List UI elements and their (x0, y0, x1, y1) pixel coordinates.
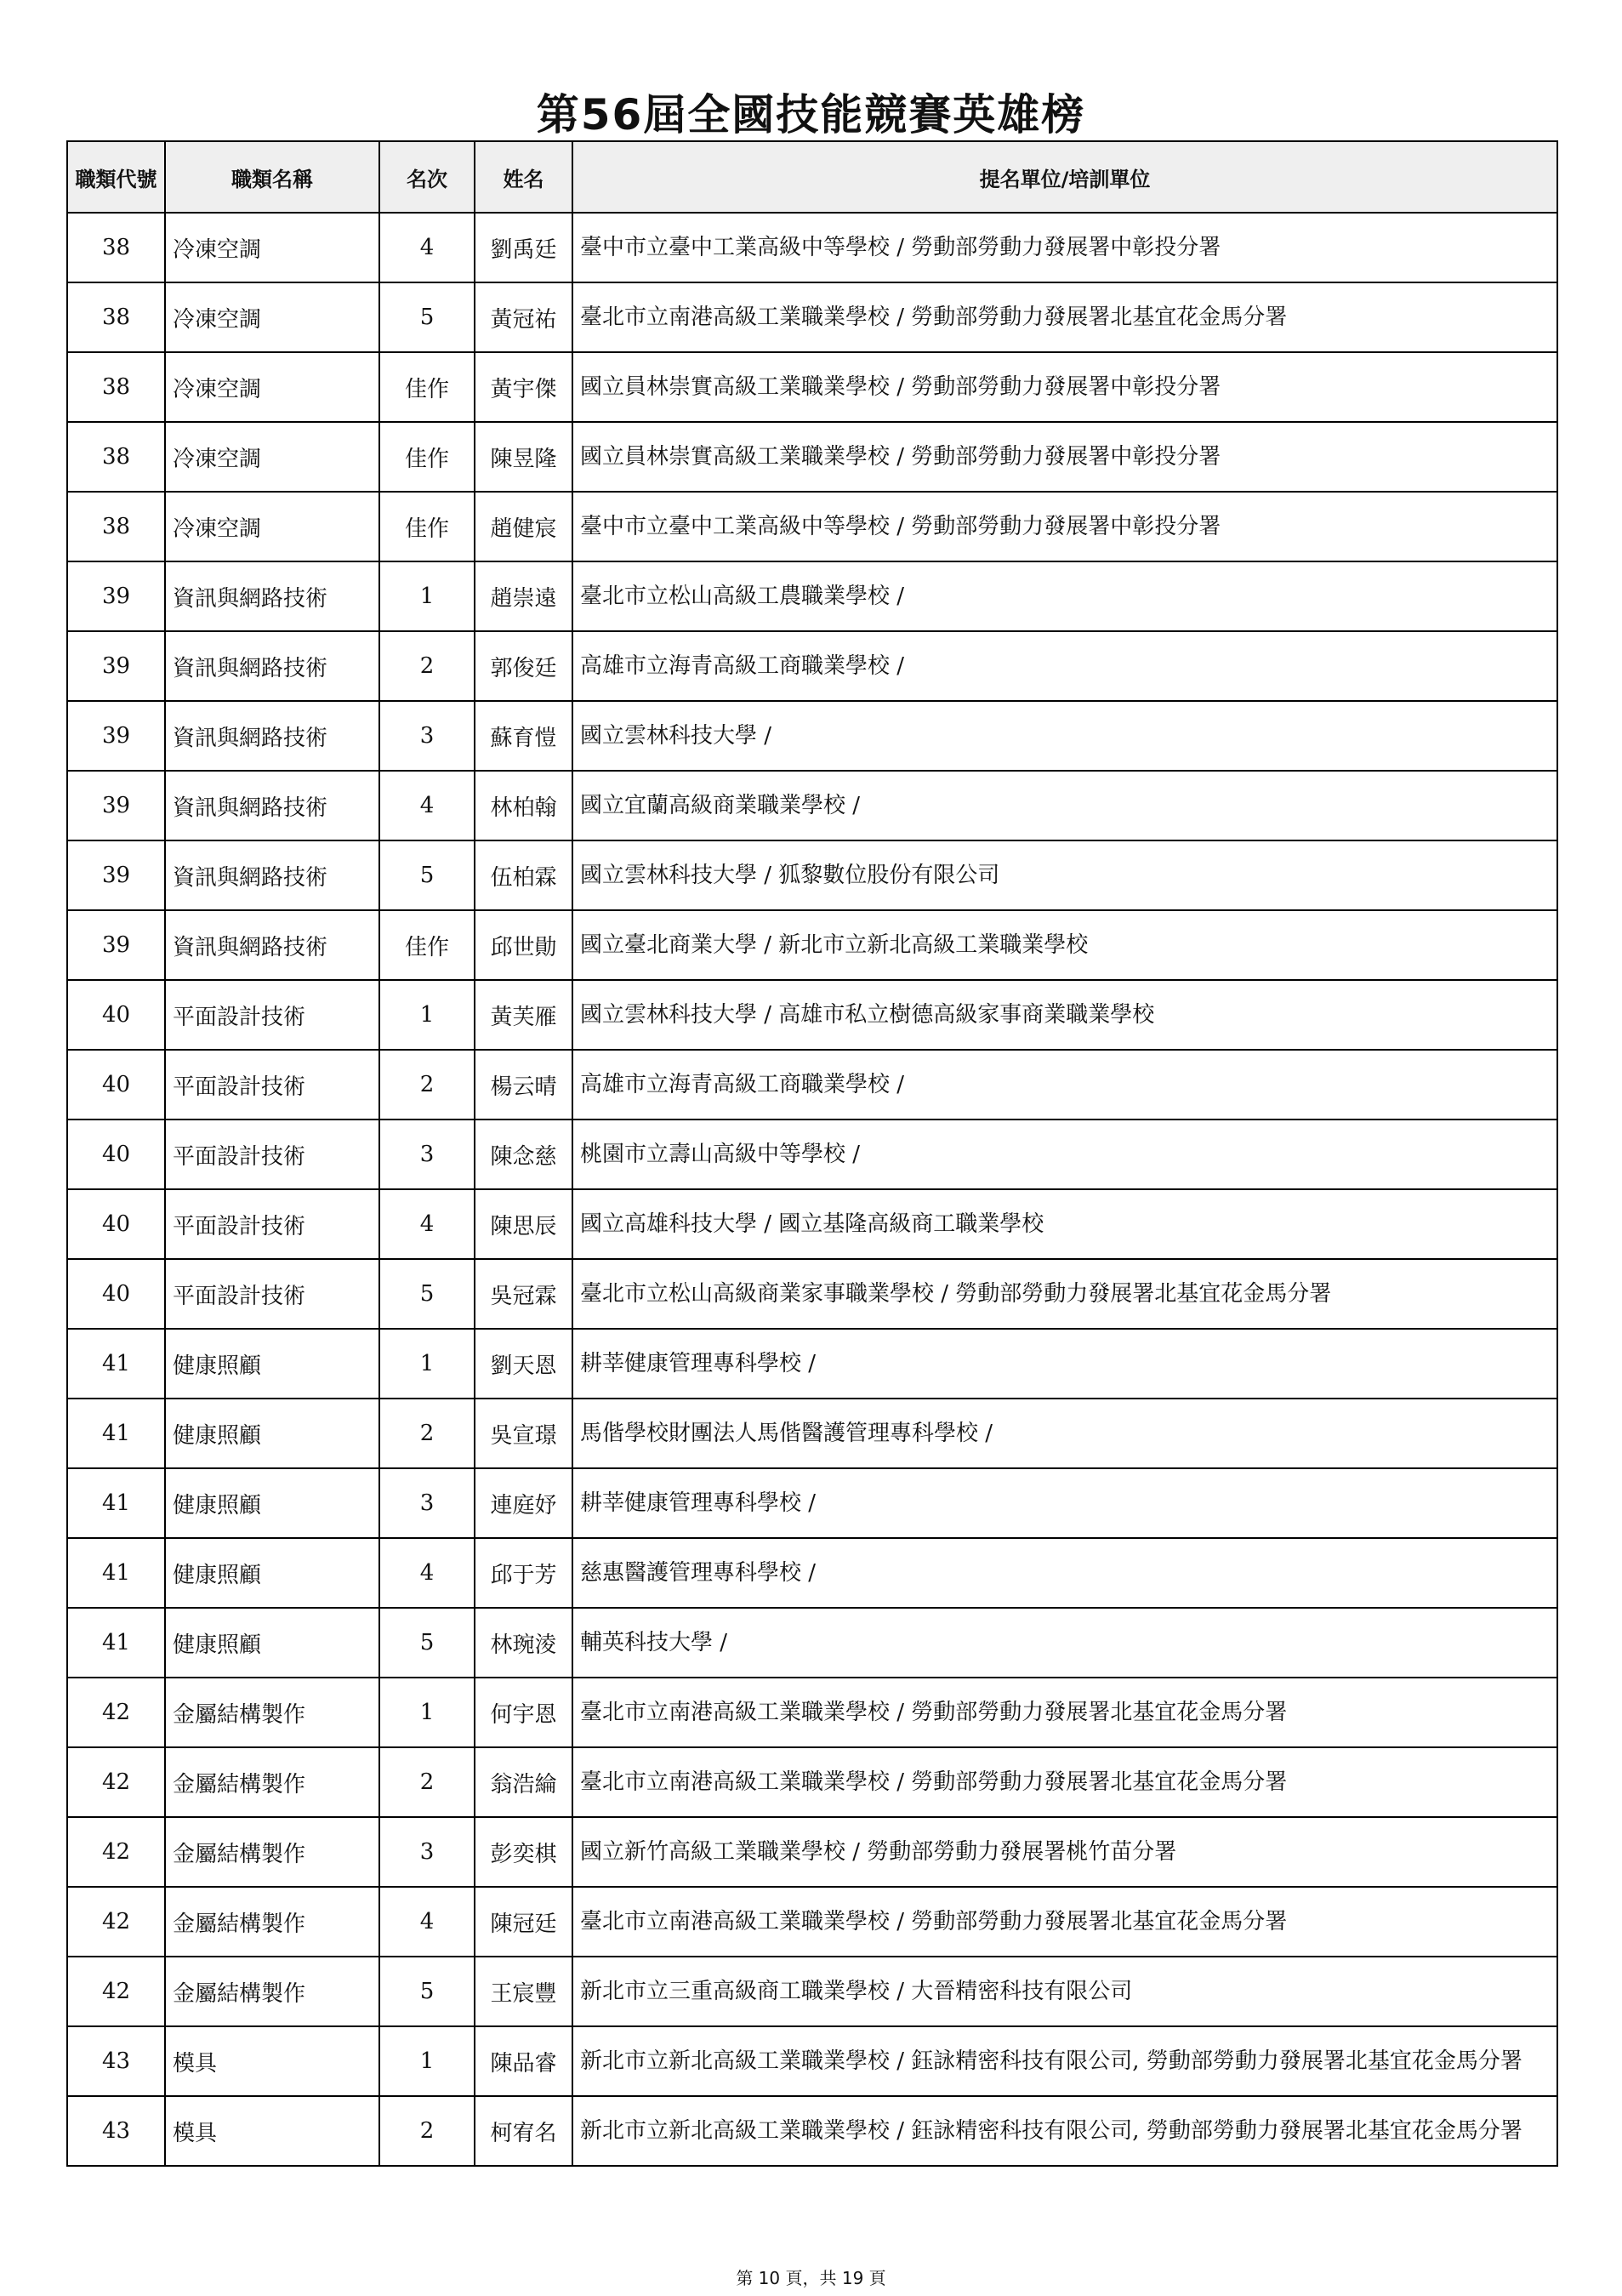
cell-unit: 馬偕學校財團法人馬偕醫護管理專科學校 / (572, 1399, 1557, 1468)
cell-code: 39 (67, 561, 165, 631)
cell-unit: 桃園市立壽山高級中等學校 / (572, 1120, 1557, 1189)
cell-code: 42 (67, 1747, 165, 1817)
cell-rank: 佳作 (379, 492, 475, 561)
cell-rank: 5 (379, 1259, 475, 1329)
cell-name: 柯宥名 (475, 2096, 572, 2166)
cell-unit: 國立高雄科技大學 / 國立基隆高級商工職業學校 (572, 1189, 1557, 1259)
header-code: 職類代號 (67, 141, 165, 213)
cell-rank: 2 (379, 1050, 475, 1120)
cell-rank: 2 (379, 1747, 475, 1817)
cell-name: 林柏翰 (475, 771, 572, 840)
cell-unit: 臺北市立南港高級工業職業學校 / 勞動部勞動力發展署北基宜花金馬分署 (572, 1678, 1557, 1747)
header-rank: 名次 (379, 141, 475, 213)
cell-name: 陳念慈 (475, 1120, 572, 1189)
cell-name: 郭俊廷 (475, 631, 572, 701)
cell-unit: 臺中市立臺中工業高級中等學校 / 勞動部勞動力發展署中彰投分署 (572, 213, 1557, 282)
cell-code: 38 (67, 422, 165, 492)
cell-rank: 1 (379, 1329, 475, 1399)
page-title: 第56屆全國技能競賽英雄榜 (536, 90, 1086, 140)
cell-skill: 健康照顧 (165, 1608, 379, 1678)
cell-skill: 模具 (165, 2026, 379, 2096)
cell-rank: 佳作 (379, 352, 475, 422)
table-row (67, 701, 1557, 771)
cell-code: 41 (67, 1329, 165, 1399)
cell-skill: 平面設計技術 (165, 1259, 379, 1329)
cell-code: 39 (67, 910, 165, 980)
cell-code: 38 (67, 282, 165, 352)
cell-unit: 國立臺北商業大學 / 新北市立新北高級工業職業學校 (572, 910, 1557, 980)
page-footer: 第 10 頁，共 19 頁 (736, 2268, 886, 2288)
table-body (67, 213, 1557, 2166)
cell-code: 41 (67, 1468, 165, 1538)
cell-unit: 國立員林崇實高級工業職業學校 / 勞動部勞動力發展署中彰投分署 (572, 352, 1557, 422)
cell-rank: 4 (379, 1189, 475, 1259)
cell-unit: 國立宜蘭高級商業職業學校 / (572, 771, 1557, 840)
cell-code: 40 (67, 1189, 165, 1259)
cell-code: 41 (67, 1399, 165, 1468)
results-table (66, 140, 1558, 2167)
table-row (67, 1538, 1557, 1608)
cell-code: 43 (67, 2096, 165, 2166)
cell-unit: 臺北市立南港高級工業職業學校 / 勞動部勞動力發展署北基宜花金馬分署 (572, 1887, 1557, 1957)
cell-skill: 資訊與網路技術 (165, 561, 379, 631)
table-row (67, 1678, 1557, 1747)
cell-code: 42 (67, 1678, 165, 1747)
header-unit: 提名單位/培訓單位 (572, 141, 1557, 213)
cell-name: 趙健宸 (475, 492, 572, 561)
cell-name: 陳昱隆 (475, 422, 572, 492)
cell-skill: 資訊與網路技術 (165, 910, 379, 980)
cell-skill: 健康照顧 (165, 1468, 379, 1538)
table-row (67, 2096, 1557, 2166)
cell-unit: 耕莘健康管理專科學校 / (572, 1329, 1557, 1399)
cell-rank: 5 (379, 1608, 475, 1678)
cell-name: 何宇恩 (475, 1678, 572, 1747)
cell-name: 伍柏霖 (475, 840, 572, 910)
cell-name: 邱于芳 (475, 1538, 572, 1608)
cell-name: 楊云晴 (475, 1050, 572, 1120)
cell-code: 43 (67, 2026, 165, 2096)
cell-name: 彭奕棋 (475, 1817, 572, 1887)
cell-name: 連庭妤 (475, 1468, 572, 1538)
cell-rank: 1 (379, 1678, 475, 1747)
cell-rank: 4 (379, 213, 475, 282)
cell-skill: 金屬結構製作 (165, 1957, 379, 2026)
table-row (67, 1189, 1557, 1259)
cell-rank: 3 (379, 701, 475, 771)
cell-name: 陳思辰 (475, 1189, 572, 1259)
table-row (67, 1259, 1557, 1329)
cell-name: 吳宣璟 (475, 1399, 572, 1468)
cell-rank: 5 (379, 840, 475, 910)
cell-unit: 輔英科技大學 / (572, 1608, 1557, 1678)
cell-rank: 5 (379, 1957, 475, 2026)
table-row (67, 1050, 1557, 1120)
cell-skill: 資訊與網路技術 (165, 701, 379, 771)
cell-unit: 新北市立新北高級工業職業學校 / 鈺詠精密科技有限公司, 勞動部勞動力發展署北基宜花金馬分署 (572, 2096, 1557, 2166)
table-row (67, 422, 1557, 492)
cell-unit: 國立員林崇實高級工業職業學校 / 勞動部勞動力發展署中彰投分署 (572, 422, 1557, 492)
cell-name: 林琬淩 (475, 1608, 572, 1678)
table-row (67, 1957, 1557, 2026)
cell-name: 蘇育愷 (475, 701, 572, 771)
cell-unit: 臺北市立松山高級商業家事職業學校 / 勞動部勞動力發展署北基宜花金馬分署 (572, 1259, 1557, 1329)
cell-code: 40 (67, 980, 165, 1050)
cell-unit: 高雄市立海青高級工商職業學校 / (572, 631, 1557, 701)
cell-unit: 國立雲林科技大學 / (572, 701, 1557, 771)
cell-code: 41 (67, 1608, 165, 1678)
cell-unit: 新北市立新北高級工業職業學校 / 鈺詠精密科技有限公司, 勞動部勞動力發展署北基宜花金馬分署 (572, 2026, 1557, 2096)
cell-skill: 健康照顧 (165, 1538, 379, 1608)
cell-rank: 5 (379, 282, 475, 352)
cell-unit: 臺北市立南港高級工業職業學校 / 勞動部勞動力發展署北基宜花金馬分署 (572, 1747, 1557, 1817)
cell-skill: 平面設計技術 (165, 980, 379, 1050)
cell-skill: 冷凍空調 (165, 213, 379, 282)
table-row (67, 980, 1557, 1050)
cell-skill: 冷凍空調 (165, 492, 379, 561)
cell-name: 翁浩綸 (475, 1747, 572, 1817)
cell-code: 39 (67, 701, 165, 771)
cell-skill: 冷凍空調 (165, 282, 379, 352)
cell-skill: 冷凍空調 (165, 422, 379, 492)
cell-skill: 金屬結構製作 (165, 1747, 379, 1817)
header-skill: 職類名稱 (165, 141, 379, 213)
cell-name: 劉禹廷 (475, 213, 572, 282)
cell-code: 38 (67, 213, 165, 282)
table-row (67, 771, 1557, 840)
cell-name: 黃冠祐 (475, 282, 572, 352)
cell-unit: 臺中市立臺中工業高級中等學校 / 勞動部勞動力發展署中彰投分署 (572, 492, 1557, 561)
cell-name: 王宸豐 (475, 1957, 572, 2026)
table-row (67, 631, 1557, 701)
cell-skill: 健康照顧 (165, 1399, 379, 1468)
header-name: 姓名 (475, 141, 572, 213)
cell-code: 39 (67, 631, 165, 701)
table-row (67, 840, 1557, 910)
cell-rank: 2 (379, 631, 475, 701)
cell-rank: 3 (379, 1817, 475, 1887)
cell-name: 黃芙雁 (475, 980, 572, 1050)
table-row (67, 352, 1557, 422)
cell-unit: 國立雲林科技大學 / 高雄市私立樹德高級家事商業職業學校 (572, 980, 1557, 1050)
table-row (67, 282, 1557, 352)
cell-rank: 4 (379, 1887, 475, 1957)
cell-unit: 臺北市立南港高級工業職業學校 / 勞動部勞動力發展署北基宜花金馬分署 (572, 282, 1557, 352)
cell-rank: 1 (379, 561, 475, 631)
table-row (67, 561, 1557, 631)
cell-skill: 平面設計技術 (165, 1120, 379, 1189)
cell-skill: 金屬結構製作 (165, 1887, 379, 1957)
cell-unit: 慈惠醫護管理專科學校 / (572, 1538, 1557, 1608)
table-row (67, 1120, 1557, 1189)
cell-rank: 佳作 (379, 422, 475, 492)
cell-skill: 平面設計技術 (165, 1189, 379, 1259)
cell-code: 41 (67, 1538, 165, 1608)
cell-code: 40 (67, 1259, 165, 1329)
cell-skill: 模具 (165, 2096, 379, 2166)
cell-unit: 高雄市立海青高級工商職業學校 / (572, 1050, 1557, 1120)
cell-code: 42 (67, 1957, 165, 2026)
cell-code: 39 (67, 771, 165, 840)
cell-skill: 健康照顧 (165, 1329, 379, 1399)
table-row (67, 1468, 1557, 1538)
cell-skill: 平面設計技術 (165, 1050, 379, 1120)
table-row (67, 1817, 1557, 1887)
cell-unit: 臺北市立松山高級工農職業學校 / (572, 561, 1557, 631)
cell-code: 42 (67, 1887, 165, 1957)
cell-skill: 資訊與網路技術 (165, 771, 379, 840)
table-header-row (67, 141, 1557, 213)
table-row (67, 910, 1557, 980)
cell-skill: 金屬結構製作 (165, 1817, 379, 1887)
cell-skill: 金屬結構製作 (165, 1678, 379, 1747)
cell-rank: 佳作 (379, 910, 475, 980)
table-row (67, 213, 1557, 282)
table-row (67, 492, 1557, 561)
cell-rank: 4 (379, 771, 475, 840)
cell-name: 邱世勛 (475, 910, 572, 980)
cell-code: 42 (67, 1817, 165, 1887)
table-row (67, 1747, 1557, 1817)
cell-unit: 新北市立三重高級商工職業學校 / 大晉精密科技有限公司 (572, 1957, 1557, 2026)
cell-name: 趙崇遠 (475, 561, 572, 631)
cell-code: 38 (67, 352, 165, 422)
cell-unit: 耕莘健康管理專科學校 / (572, 1468, 1557, 1538)
cell-name: 劉天恩 (475, 1329, 572, 1399)
table-row (67, 1608, 1557, 1678)
cell-name: 陳冠廷 (475, 1887, 572, 1957)
cell-code: 39 (67, 840, 165, 910)
cell-skill: 資訊與網路技術 (165, 840, 379, 910)
cell-rank: 2 (379, 1399, 475, 1468)
cell-skill: 冷凍空調 (165, 352, 379, 422)
table-row (67, 2026, 1557, 2096)
cell-name: 黃宇傑 (475, 352, 572, 422)
cell-rank: 4 (379, 1538, 475, 1608)
table-row (67, 1329, 1557, 1399)
cell-name: 吳冠霖 (475, 1259, 572, 1329)
cell-rank: 1 (379, 980, 475, 1050)
cell-unit: 國立雲林科技大學 / 狐黎數位股份有限公司 (572, 840, 1557, 910)
cell-code: 40 (67, 1050, 165, 1120)
table-row (67, 1887, 1557, 1957)
cell-unit: 國立新竹高級工業職業學校 / 勞動部勞動力發展署桃竹苗分署 (572, 1817, 1557, 1887)
cell-code: 38 (67, 492, 165, 561)
cell-name: 陳品睿 (475, 2026, 572, 2096)
cell-rank: 3 (379, 1468, 475, 1538)
cell-rank: 2 (379, 2096, 475, 2166)
cell-rank: 3 (379, 1120, 475, 1189)
cell-skill: 資訊與網路技術 (165, 631, 379, 701)
cell-rank: 1 (379, 2026, 475, 2096)
cell-code: 40 (67, 1120, 165, 1189)
table-row (67, 1399, 1557, 1468)
